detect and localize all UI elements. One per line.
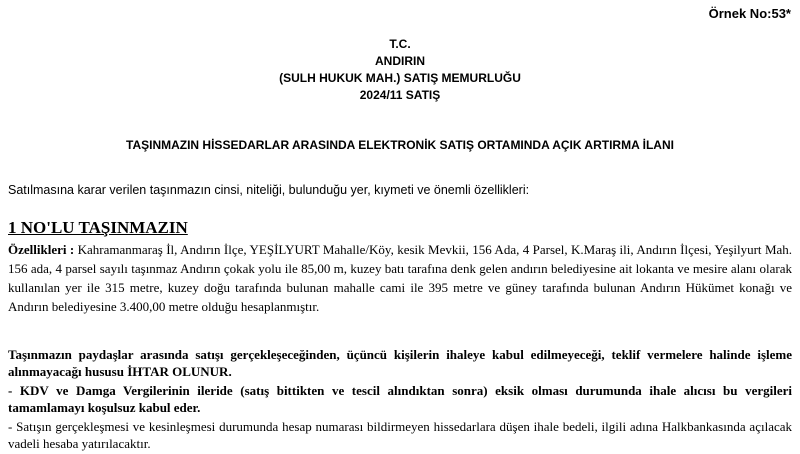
notice-tax: - KDV ve Damga Vergilerinin ileride (satış bittikten ve tescil alındıktan sonra) eksik olması durumunda ihale alıcısı bu vergileri tamamlamayı koşulsuz kabul eder. — [8, 383, 792, 415]
header-line-tc: T.C. — [389, 37, 411, 51]
header-line-town: ANDIRIN — [375, 54, 425, 68]
property-features — [8, 240, 792, 316]
features-text: Kahramanmaraş İl, Andırın İlçe, YEŞİLYURT Mahalle/Köy, kesik Mevkii, 156 Ada, 4 Parsel, K.Maraş ili, Andırın İlçesi, Yeşilyurt Mah. 156 ada, 4 parsel sayılı taşınmaz Andırın çokak yolu ile 85,00 m, kuzey batı tarafına denk gelen andırın belediyesine ait lokanta ve mesire alanı olarak kullanılan yer ile 315 metre, kuzey doğu tarafında bulunan mahalle cami ile 395 metre ve güney tarafında bulunan Andırın Hükümet konağı ve Andırın belediyesine 3.400,00 metre olduğu hesaplanmıştır. — [8, 242, 793, 314]
form-number: Örnek No:53* — [708, 6, 791, 21]
announcement-title: TAŞINMAZIN HİSSEDARLAR ARASINDA ELEKTRONİK SATIŞ ORTAMINDA AÇIK ARTIRMA İLANI — [126, 138, 674, 152]
document-header — [0, 36, 800, 104]
header-line-office: (SULH HUKUK MAH.) SATIŞ MEMURLUĞU — [279, 71, 521, 85]
header-line-case: 2024/11 SATIŞ — [359, 88, 441, 102]
intro-text: Satılmasına karar verilen taşınmazın cinsi, niteliği, bulunduğu yer, kıymeti ve önemli özellikleri: — [8, 183, 530, 197]
notice-payment: - Satışın gerçekleşmesi ve kesinleşmesi durumunda hesap numarası bildirmeyen hissedarlara düşen ihale bedeli, ilgili adına Halkbankasında açılacak vadeli hesaba yatırılacaktır. — [8, 419, 792, 451]
notice-block — [8, 346, 792, 454]
property-heading: 1 NO'LU TAŞINMAZIN — [8, 218, 188, 237]
features-label: Özellikleri : — [8, 242, 75, 257]
notice-warning: Taşınmazın paydaşlar arasında satışı gerçekleşeceğinden, üçüncü kişilerin ihaleye kabul edilmeyeceği, teklif vermelere halinde işleme alınmayacağı hususu İHTAR OLUNUR. — [8, 347, 792, 379]
